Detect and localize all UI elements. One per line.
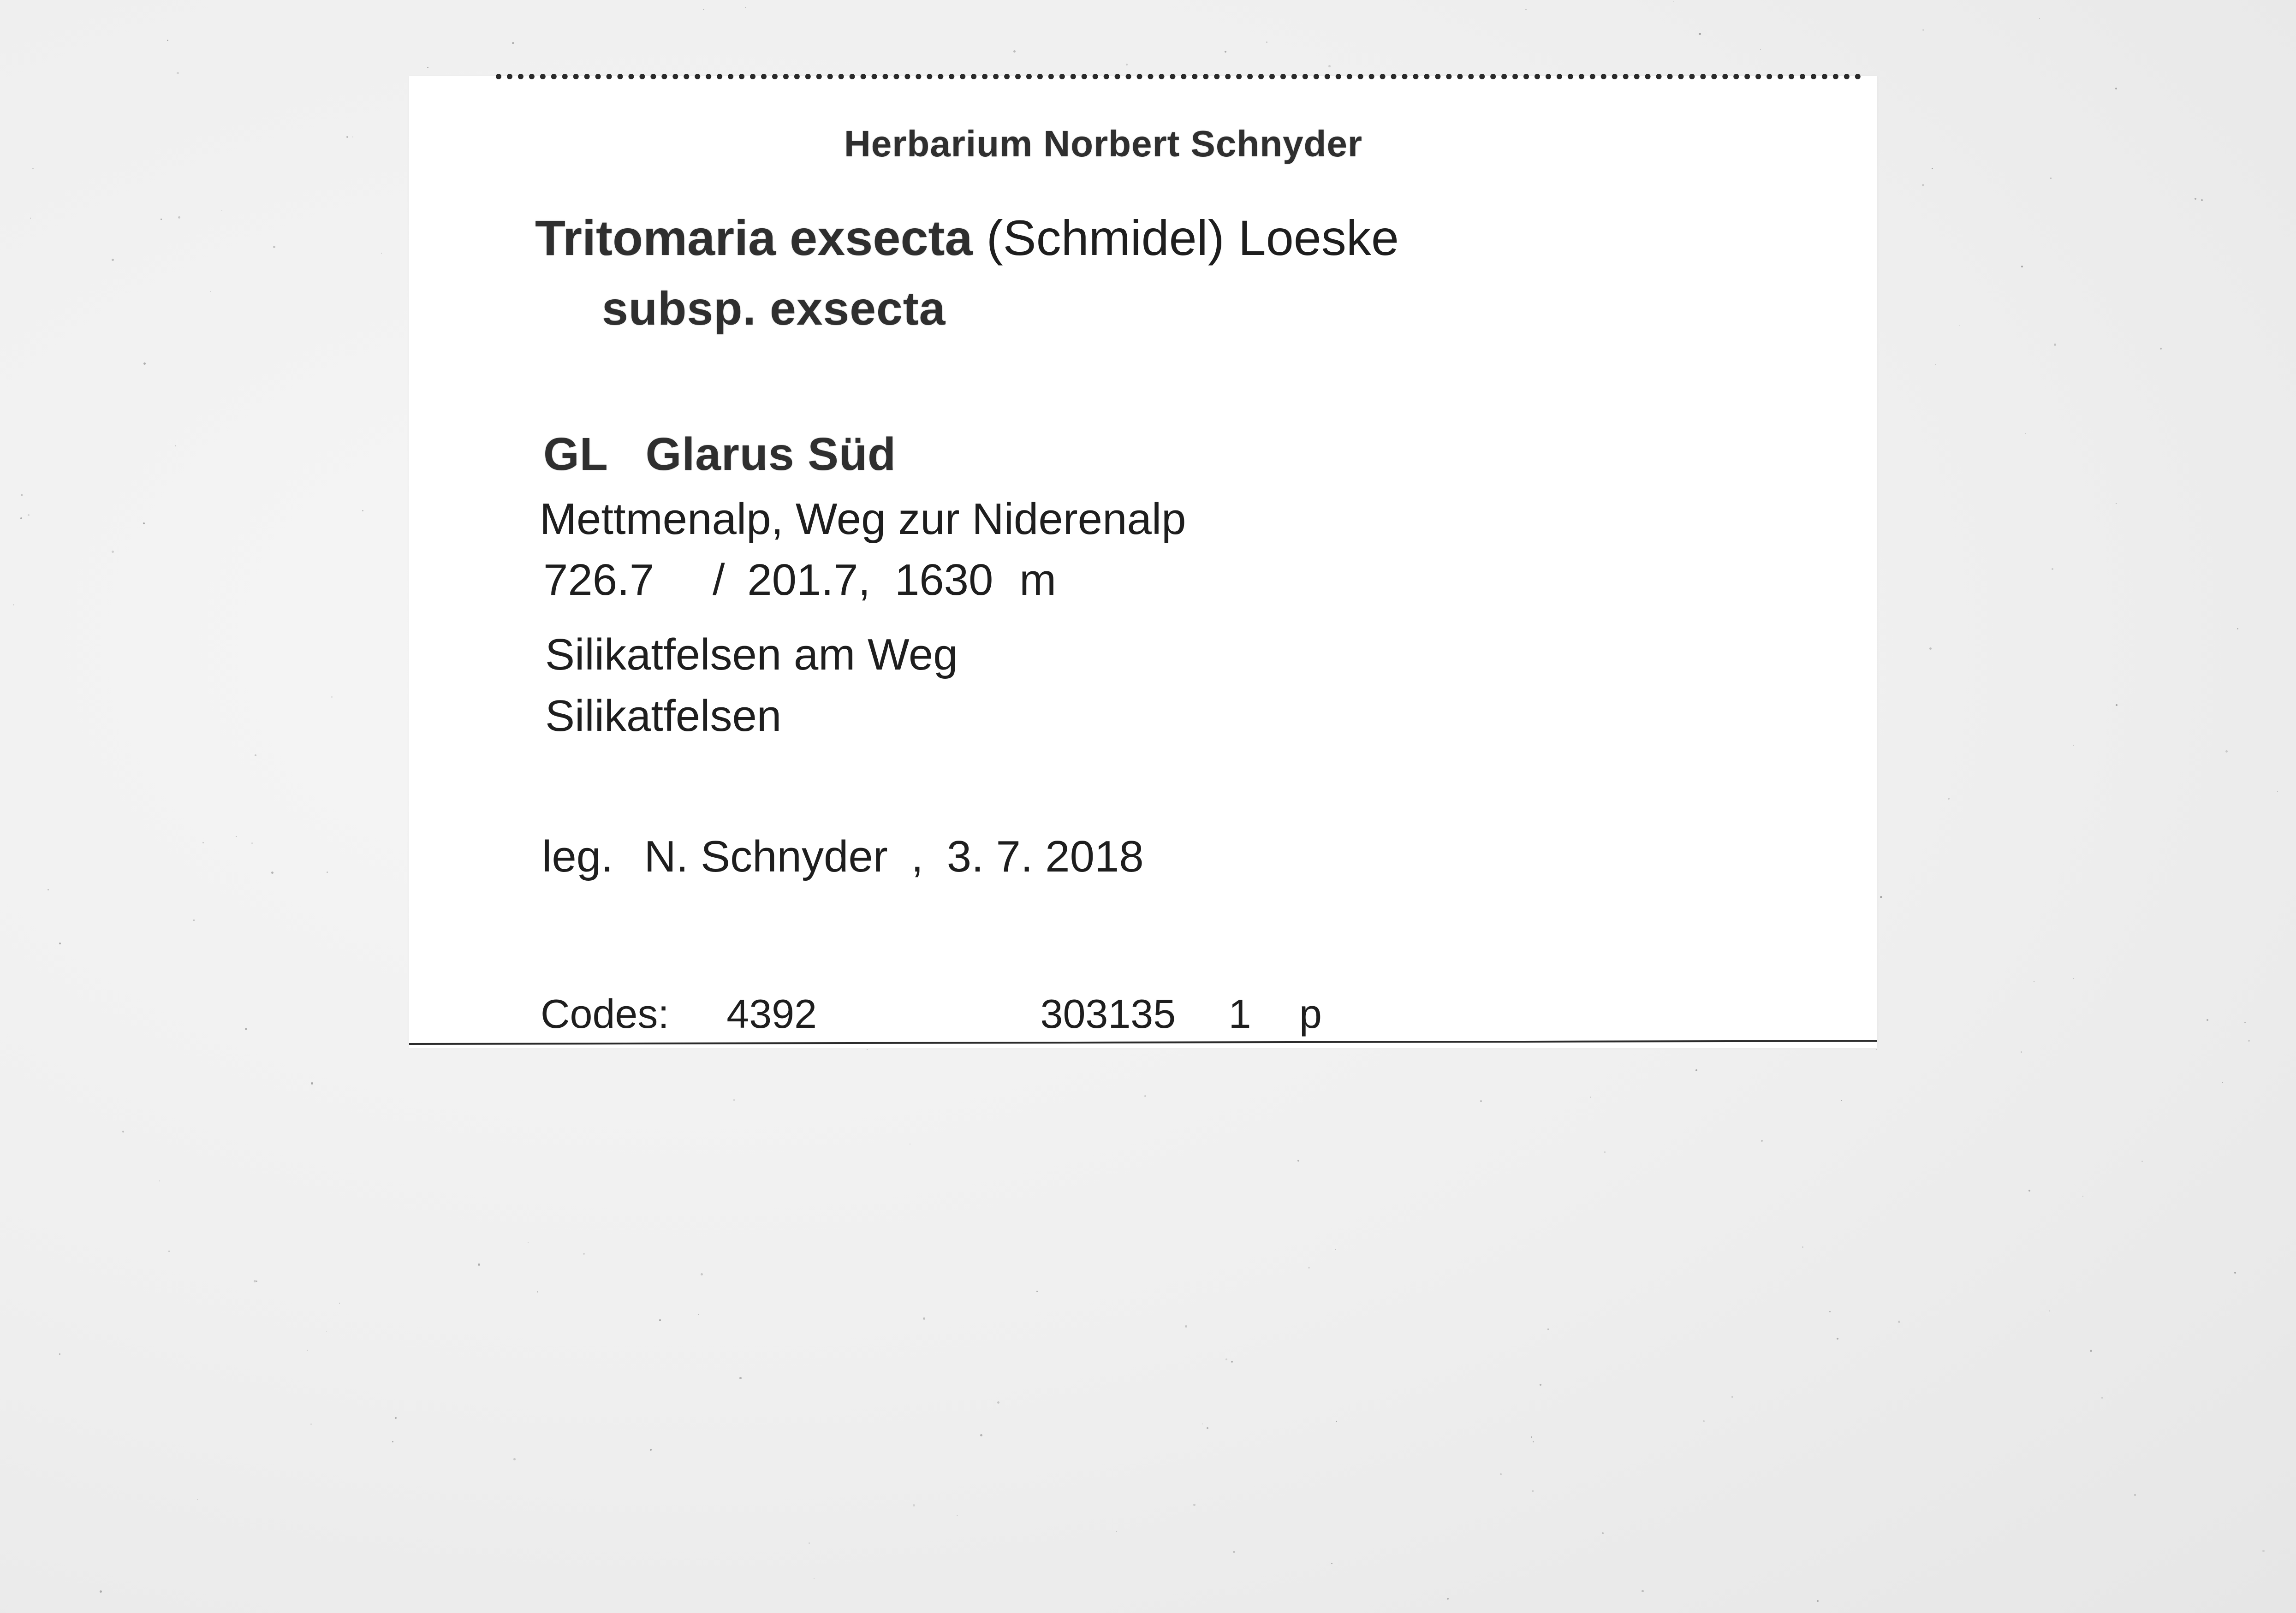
paper-speck [2244, 1022, 2246, 1023]
paper-speck [478, 1263, 480, 1266]
codes-row [541, 991, 1322, 1037]
paper-speck [2262, 1550, 2265, 1552]
paper-speck [1604, 1151, 1606, 1153]
paper-speck [739, 1377, 742, 1379]
paper-speck [2039, 18, 2040, 19]
paper-speck [1225, 1358, 1227, 1360]
paper-speck [2021, 1051, 2022, 1053]
locality: Mettmenalp, Weg zur Niderenalp [540, 494, 1186, 544]
paper-speck [311, 1082, 313, 1085]
paper-speck [2248, 1040, 2250, 1042]
paper-speck [1533, 1441, 1534, 1442]
paper-speck [331, 696, 333, 698]
paper-speck [2028, 1190, 2030, 1192]
paper-speck [1695, 1069, 1697, 1071]
coordinate-y: 201.7, [747, 555, 871, 605]
paper-speck [1929, 647, 1932, 650]
paper-speck [2222, 1082, 2223, 1083]
paper-speck [1013, 50, 1016, 53]
paper-speck [2134, 1494, 2136, 1496]
paper-speck [346, 136, 348, 138]
paper-speck [161, 219, 162, 220]
paper-speck [327, 872, 328, 873]
paper-speck [310, 1423, 312, 1425]
paper-speck [1642, 1590, 1644, 1592]
paper-speck [1500, 1473, 1502, 1475]
paper-speck [2115, 88, 2117, 89]
coordinates [543, 555, 1057, 605]
code-suffix: p [1299, 991, 1322, 1037]
taxon-infraspecific: subsp. exsecta [602, 282, 946, 335]
paper-speck [1703, 1420, 1705, 1422]
paper-speck [339, 1303, 340, 1304]
paper-speck [701, 1273, 703, 1275]
collection-date: 3. 7. 2018 [946, 832, 1144, 881]
coordinate-separator: / [712, 555, 725, 605]
paper-speck [745, 7, 746, 8]
paper-speck [251, 842, 253, 844]
paper-speck [307, 1350, 308, 1351]
code-secondary: 303135 [1040, 991, 1176, 1037]
paper-speck [1532, 1490, 1534, 1492]
paper-speck [1233, 1551, 1235, 1553]
paper-speck [168, 1251, 170, 1252]
paper-speck [2141, 1161, 2143, 1162]
paper-speck [913, 1504, 915, 1506]
paper-speck [1225, 51, 1226, 53]
paper-speck [1898, 1321, 1900, 1323]
paper-speck [957, 1515, 958, 1516]
paper-speck [167, 40, 168, 41]
taxon-genus-species: Tritomaria exsecta [535, 210, 973, 266]
paper-speck [1126, 64, 1128, 65]
paper-speck [2237, 628, 2238, 629]
paper-speck [923, 1317, 925, 1320]
paper-speck [202, 842, 204, 843]
paper-speck [1932, 168, 1933, 169]
paper-speck [1880, 896, 1882, 898]
paper-speck [395, 1417, 397, 1419]
paper-speck [1673, 1, 1674, 2]
paper-speck [1547, 1328, 1549, 1330]
paper-speck [1308, 1267, 1310, 1269]
paper-speck [48, 889, 49, 890]
paper-speck [2025, 433, 2026, 434]
paper-speck [256, 1281, 257, 1282]
paper-speck [1231, 1361, 1233, 1363]
paper-speck [392, 1441, 393, 1442]
paper-speck [2116, 704, 2118, 706]
paper-speck [1802, 1246, 1803, 1248]
paper-speck [352, 136, 353, 137]
paper-speck [2277, 791, 2278, 792]
substrate: Silikatfelsen [545, 691, 782, 741]
paper-speck [122, 1131, 124, 1133]
paper-speck [197, 1499, 198, 1500]
paper-speck [177, 72, 179, 74]
paper-speck [2082, 1196, 2083, 1197]
paper-speck [2054, 344, 2056, 346]
paper-speck [112, 259, 114, 261]
paper-speck [2225, 750, 2228, 753]
paper-speck [1207, 1427, 1208, 1429]
paper-speck [1602, 1532, 1604, 1534]
paper-speck [221, 210, 222, 211]
paper-speck [59, 943, 61, 944]
paper-speck [650, 1449, 652, 1451]
paper-speck [1297, 1160, 1299, 1162]
paper-speck [1922, 184, 1924, 186]
paper-speck [210, 291, 211, 292]
paper-speck [28, 514, 30, 516]
paper-speck [326, 1331, 327, 1332]
paper-speck [245, 1028, 247, 1030]
paper-speck [1531, 1436, 1532, 1438]
paper-speck [21, 494, 23, 496]
paper-speck [703, 9, 704, 10]
paper-speck [997, 1401, 999, 1404]
paper-speck [30, 218, 31, 219]
paper-speck [1266, 42, 1267, 43]
paper-speck [112, 551, 114, 553]
paper-speck [1829, 1311, 1831, 1312]
paper-speck [59, 1353, 60, 1355]
paper-speck [1525, 9, 1527, 10]
paper-speck [2050, 178, 2052, 179]
elevation-unit: m [1019, 555, 1057, 605]
paper-speck [159, 1180, 160, 1181]
paper-speck [1699, 33, 1701, 35]
code-primary: 4392 [726, 991, 817, 1037]
paper-speck [1116, 1531, 1117, 1532]
paper-speck [1817, 1600, 1819, 1602]
paper-speck [1540, 1384, 1541, 1386]
paper-speck [528, 1242, 529, 1243]
paper-speck [143, 522, 145, 524]
region-code: GL [543, 428, 608, 480]
paper-speck [2201, 199, 2203, 201]
coordinate-x: 726.7 [543, 555, 654, 605]
paper-speck [1841, 1100, 1842, 1101]
paper-speck [512, 42, 514, 44]
paper-speck [980, 1434, 982, 1436]
paper-speck [2195, 198, 2196, 200]
paper-speck [659, 1319, 661, 1321]
paper-speck [427, 67, 428, 68]
paper-speck [13, 604, 14, 605]
paper-speck [2101, 1397, 2103, 1399]
paper-speck [583, 1253, 585, 1255]
paper-speck [1948, 798, 1950, 800]
paper-speck [362, 510, 363, 511]
code-count: 1 [1228, 991, 1251, 1037]
codes-label: Codes: [541, 991, 669, 1037]
paper-speck [236, 836, 237, 837]
paper-speck [1876, 1049, 1877, 1050]
paper-speck [1922, 29, 1924, 31]
paper-speck [513, 1458, 516, 1460]
paper-speck [809, 1542, 810, 1544]
paper-speck [2234, 1272, 2236, 1274]
paper-speck [193, 919, 195, 921]
paper-speck [1731, 1396, 1733, 1398]
paper-speck [2160, 348, 2162, 350]
paper-speck [2207, 1019, 2208, 1021]
paper-speck [1959, 325, 1960, 326]
paper-speck [32, 168, 34, 169]
paper-speck [2090, 1350, 2092, 1352]
paper-speck [1447, 1598, 1449, 1600]
paper-speck [1331, 1563, 1332, 1564]
paper-speck [1185, 1325, 1187, 1328]
perforation-line [496, 74, 1861, 79]
paper-speck [20, 517, 22, 519]
paper-speck [1590, 1097, 1591, 1098]
paper-speck [381, 253, 382, 254]
paper-speck [1761, 1140, 1763, 1142]
paper-speck [2021, 266, 2023, 267]
paper-speck [1760, 49, 1761, 50]
paper-speck [1036, 1291, 1038, 1292]
paper-speck [733, 1099, 735, 1101]
paper-speck [178, 216, 180, 219]
leg-label: leg. [542, 832, 613, 881]
paper-speck [1193, 1504, 1196, 1506]
paper-speck [2073, 978, 2074, 979]
paper-speck [1837, 1338, 1838, 1340]
taxon-author: (Schmidel) Loeske [986, 210, 1399, 266]
paper-speck [867, 1049, 868, 1050]
collection-separator: , [911, 832, 924, 881]
region-name: Glarus Süd [645, 428, 897, 480]
paper-speck [1935, 364, 1936, 365]
collector-name: N. Schnyder [644, 832, 888, 881]
paper-speck [698, 1314, 699, 1315]
paper-speck [814, 1578, 815, 1579]
paper-speck [2116, 503, 2117, 504]
paper-speck [1480, 1100, 1482, 1102]
paper-speck [1328, 65, 1331, 67]
habitat: Silikatfelsen am Weg [545, 630, 958, 679]
region [543, 428, 897, 480]
paper-speck [537, 1291, 538, 1293]
paper-speck [1144, 1095, 1146, 1097]
elevation: 1630 [894, 555, 993, 605]
paper-speck [175, 445, 176, 446]
paper-speck [2073, 745, 2074, 746]
taxon-name [535, 210, 1399, 266]
collection-info [542, 832, 1144, 881]
paper-speck [254, 1280, 256, 1282]
paper-speck [1202, 1423, 1203, 1424]
paper-speck [100, 1590, 102, 1593]
paper-speck [2052, 568, 2053, 570]
paper-speck [143, 362, 146, 365]
paper-speck [1336, 1421, 1337, 1422]
paper-speck [271, 872, 274, 874]
paper-speck [1335, 1249, 1336, 1250]
paper-speck [255, 754, 256, 756]
herbarium-name: Herbarium Norbert Schnyder [844, 123, 1363, 164]
paper-speck [273, 246, 275, 248]
